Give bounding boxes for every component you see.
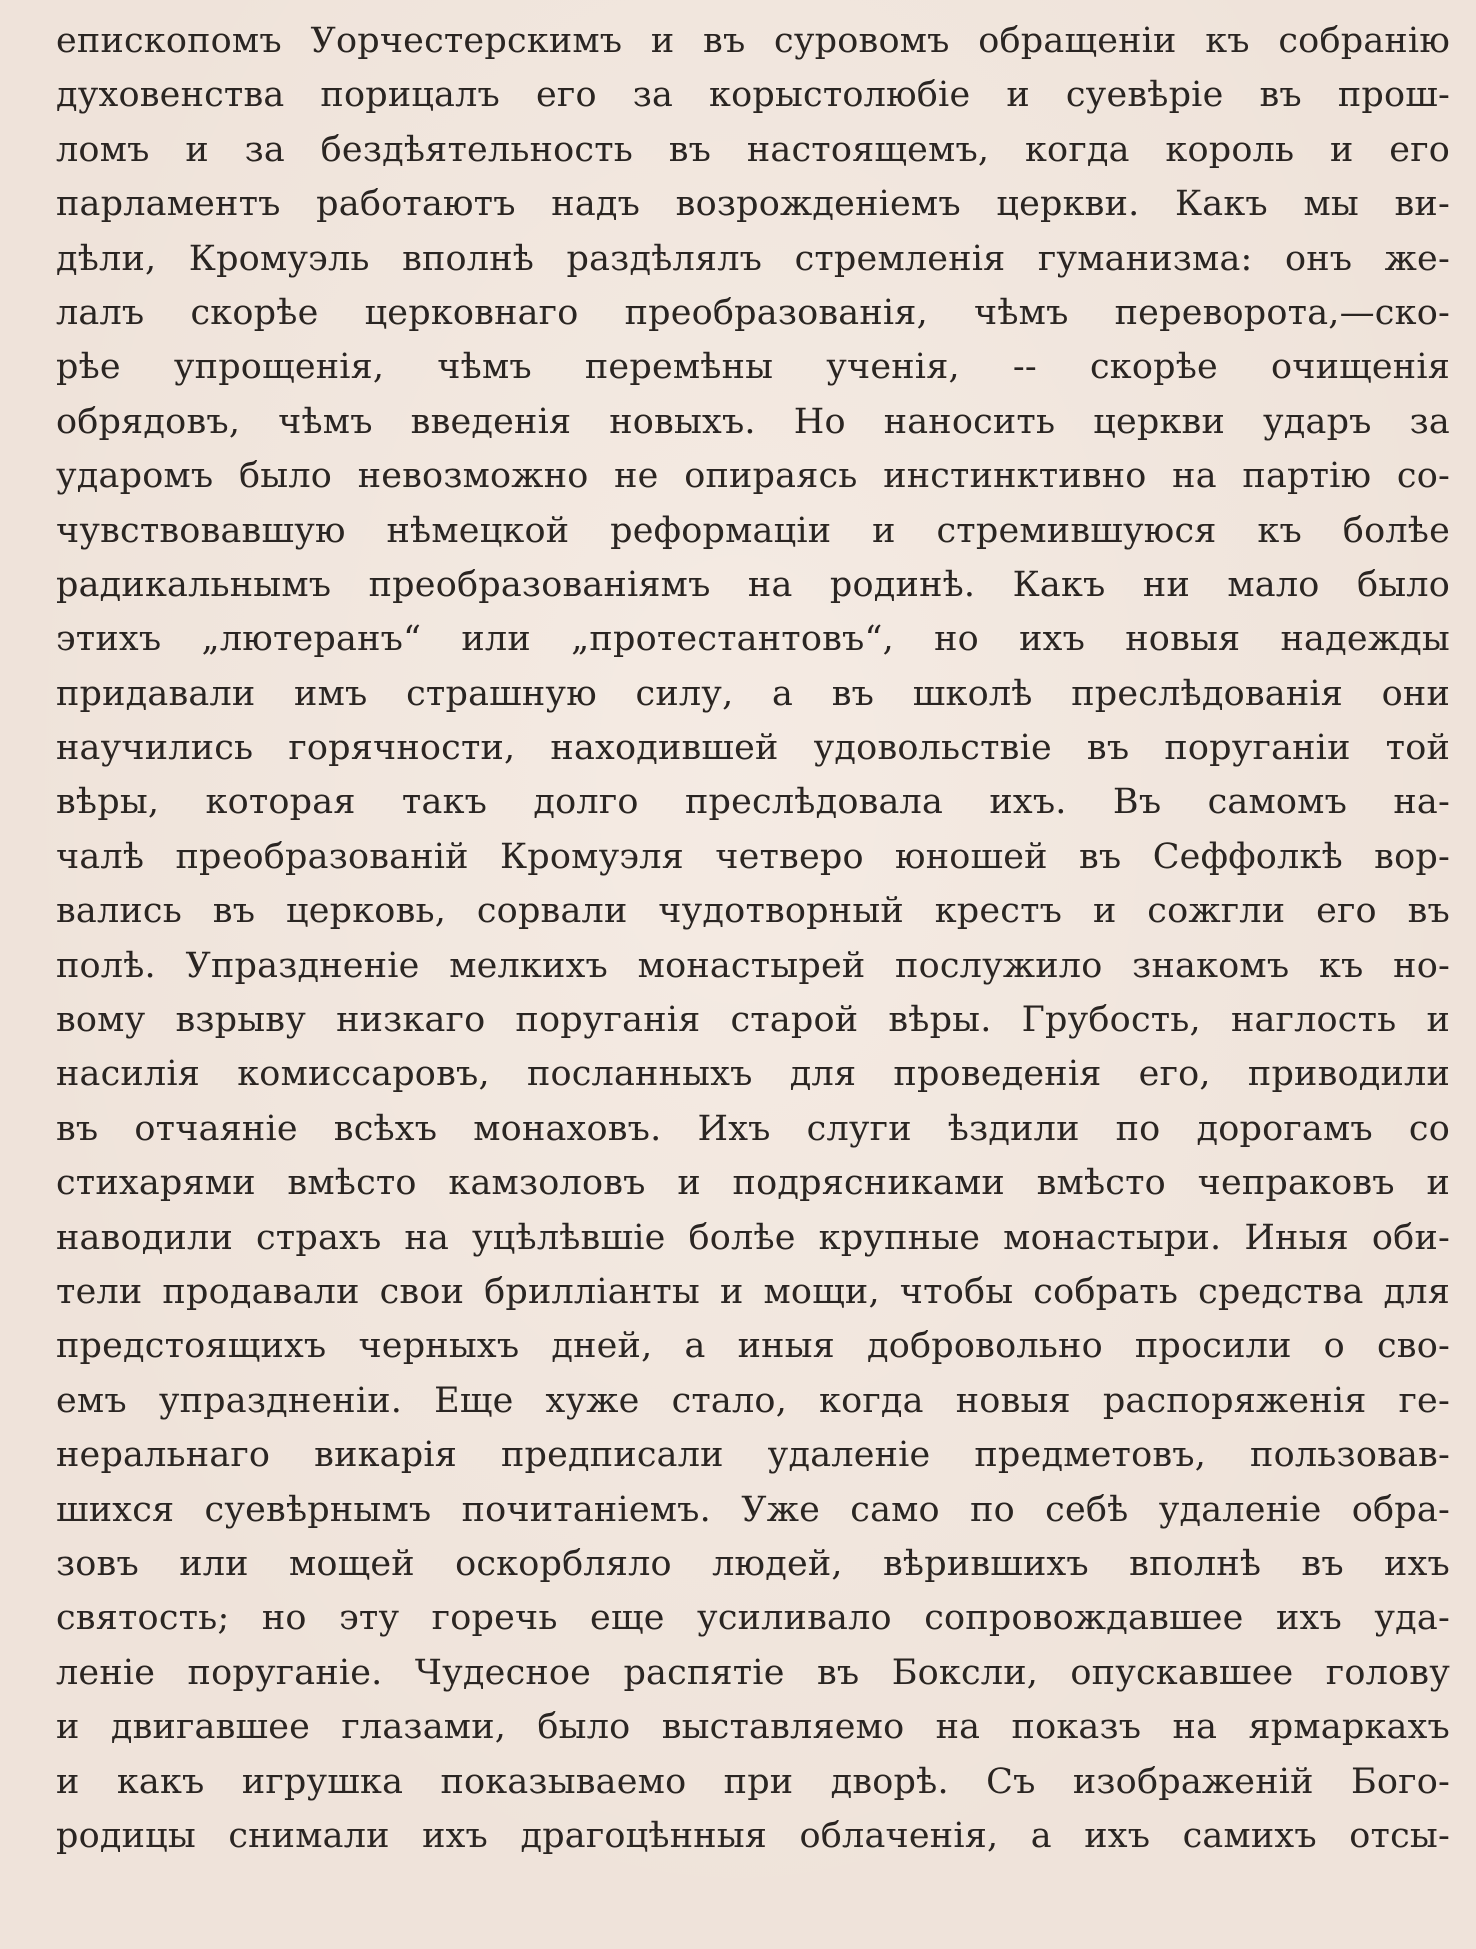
- text-line: шихся суевѣрнымъ почитаніемъ. Уже само по себѣ удаленіе обра-: [56, 1489, 1450, 1530]
- text-line: вому взрыву низкаго поруганія старой вѣры. Грубость, наглость и: [56, 1000, 1450, 1041]
- text-line: обрядовъ, чѣмъ введенія новыхъ. Но наносить церкви ударъ за: [56, 401, 1450, 442]
- text-line: этихъ „лютеранъ“ или „протестантовъ“, но ихъ новыя надежды: [56, 619, 1450, 660]
- text-line: лалъ скорѣе церковнаго преобразованія, чѣмъ переворота,—ско-: [56, 292, 1450, 333]
- text-line: духовенства порицалъ его за корыстолюбіе и суевѣріе въ прош-: [56, 75, 1450, 116]
- text-line: полѣ. Упраздненіе мелкихъ монастырей послужило знакомъ къ но-: [56, 945, 1450, 986]
- text-line: чувствовавшую нѣмецкой реформаціи и стремившуюся къ болѣе: [56, 510, 1450, 551]
- text-line: наводили страхъ на уцѣлѣвшіе болѣе крупные монастыри. Иныя оби-: [56, 1217, 1450, 1258]
- text-line: леніе поруганіе. Чудесное распятіе въ Боксли, опускавшее голову: [56, 1652, 1450, 1693]
- text-line: неральнаго викарія предписали удаленіе предметовъ, пользовав-: [56, 1435, 1450, 1476]
- text-line: радикальнымъ преобразованіямъ на родинѣ. Какъ ни мало было: [56, 564, 1450, 605]
- text-line: емъ упраздненіи. Еще хуже стало, когда новыя распоряженія ге-: [56, 1380, 1450, 1421]
- text-line: насилія комиссаровъ, посланныхъ для проведенія его, приводили: [56, 1054, 1450, 1095]
- text-line: въ отчаяніе всѣхъ монаховъ. Ихъ слуги ѣздили по дорогамъ со: [56, 1108, 1450, 1149]
- text-line: парламентъ работаютъ надъ возрожденіемъ церкви. Какъ мы ви-: [56, 184, 1450, 225]
- text-line: рѣе упрощенія, чѣмъ перемѣны ученія, -- скорѣе очищенія: [56, 347, 1450, 388]
- text-line: и какъ игрушка показываемо при дворѣ. Съ изображеній Бого-: [56, 1761, 1450, 1802]
- text-line: вались въ церковь, сорвали чудотворный крестъ и сожгли его въ: [56, 891, 1450, 932]
- text-line: епископомъ Уорчестерскимъ и въ суровомъ обращеніи къ собранію: [56, 21, 1450, 61]
- text-line: ударомъ было невозможно не опираясь инстинктивно на партію со-: [56, 456, 1450, 497]
- text-line: родицы снимали ихъ драгоцѣнныя облаченія, а ихъ самихъ отсы-: [56, 1815, 1450, 1856]
- text-line: предстоящихъ черныхъ дней, а иныя добровольно просили о сво-: [56, 1326, 1450, 1367]
- body-text: [56, 14, 1450, 1863]
- text-line: тели продавали свои брилліанты и мощи, чтобы собрать средства для: [56, 1271, 1450, 1312]
- text-line: чалѣ преобразованій Кромуэля четверо юношей въ Сеффолкѣ вор-: [56, 836, 1450, 877]
- text-line: вѣры, которая такъ долго преслѣдовала ихъ. Въ самомъ на-: [56, 782, 1450, 823]
- text-line: и двигавшее глазами, было выставляемо на показъ на ярмаркахъ: [56, 1707, 1450, 1748]
- text-line: дѣли, Кромуэль вполнѣ раздѣлялъ стремленія гуманизма: онъ же-: [56, 238, 1450, 279]
- text-line: придавали имъ страшную силу, а въ школѣ преслѣдованія они: [56, 673, 1450, 714]
- text-line: зовъ или мощей оскорбляло людей, вѣрившихъ вполнѣ въ ихъ: [56, 1543, 1450, 1584]
- text-line: стихарями вмѣсто камзоловъ и подрясниками вмѣсто чепраковъ и: [56, 1163, 1450, 1204]
- text-line: ломъ и за бездѣятельность въ настоящемъ, когда король и его: [56, 129, 1450, 170]
- text-line: научились горячности, находившей удовольствіе въ поруганіи той: [56, 728, 1450, 769]
- text-line: святость; но эту горечь еще усиливало сопровождавшее ихъ уда-: [56, 1598, 1450, 1639]
